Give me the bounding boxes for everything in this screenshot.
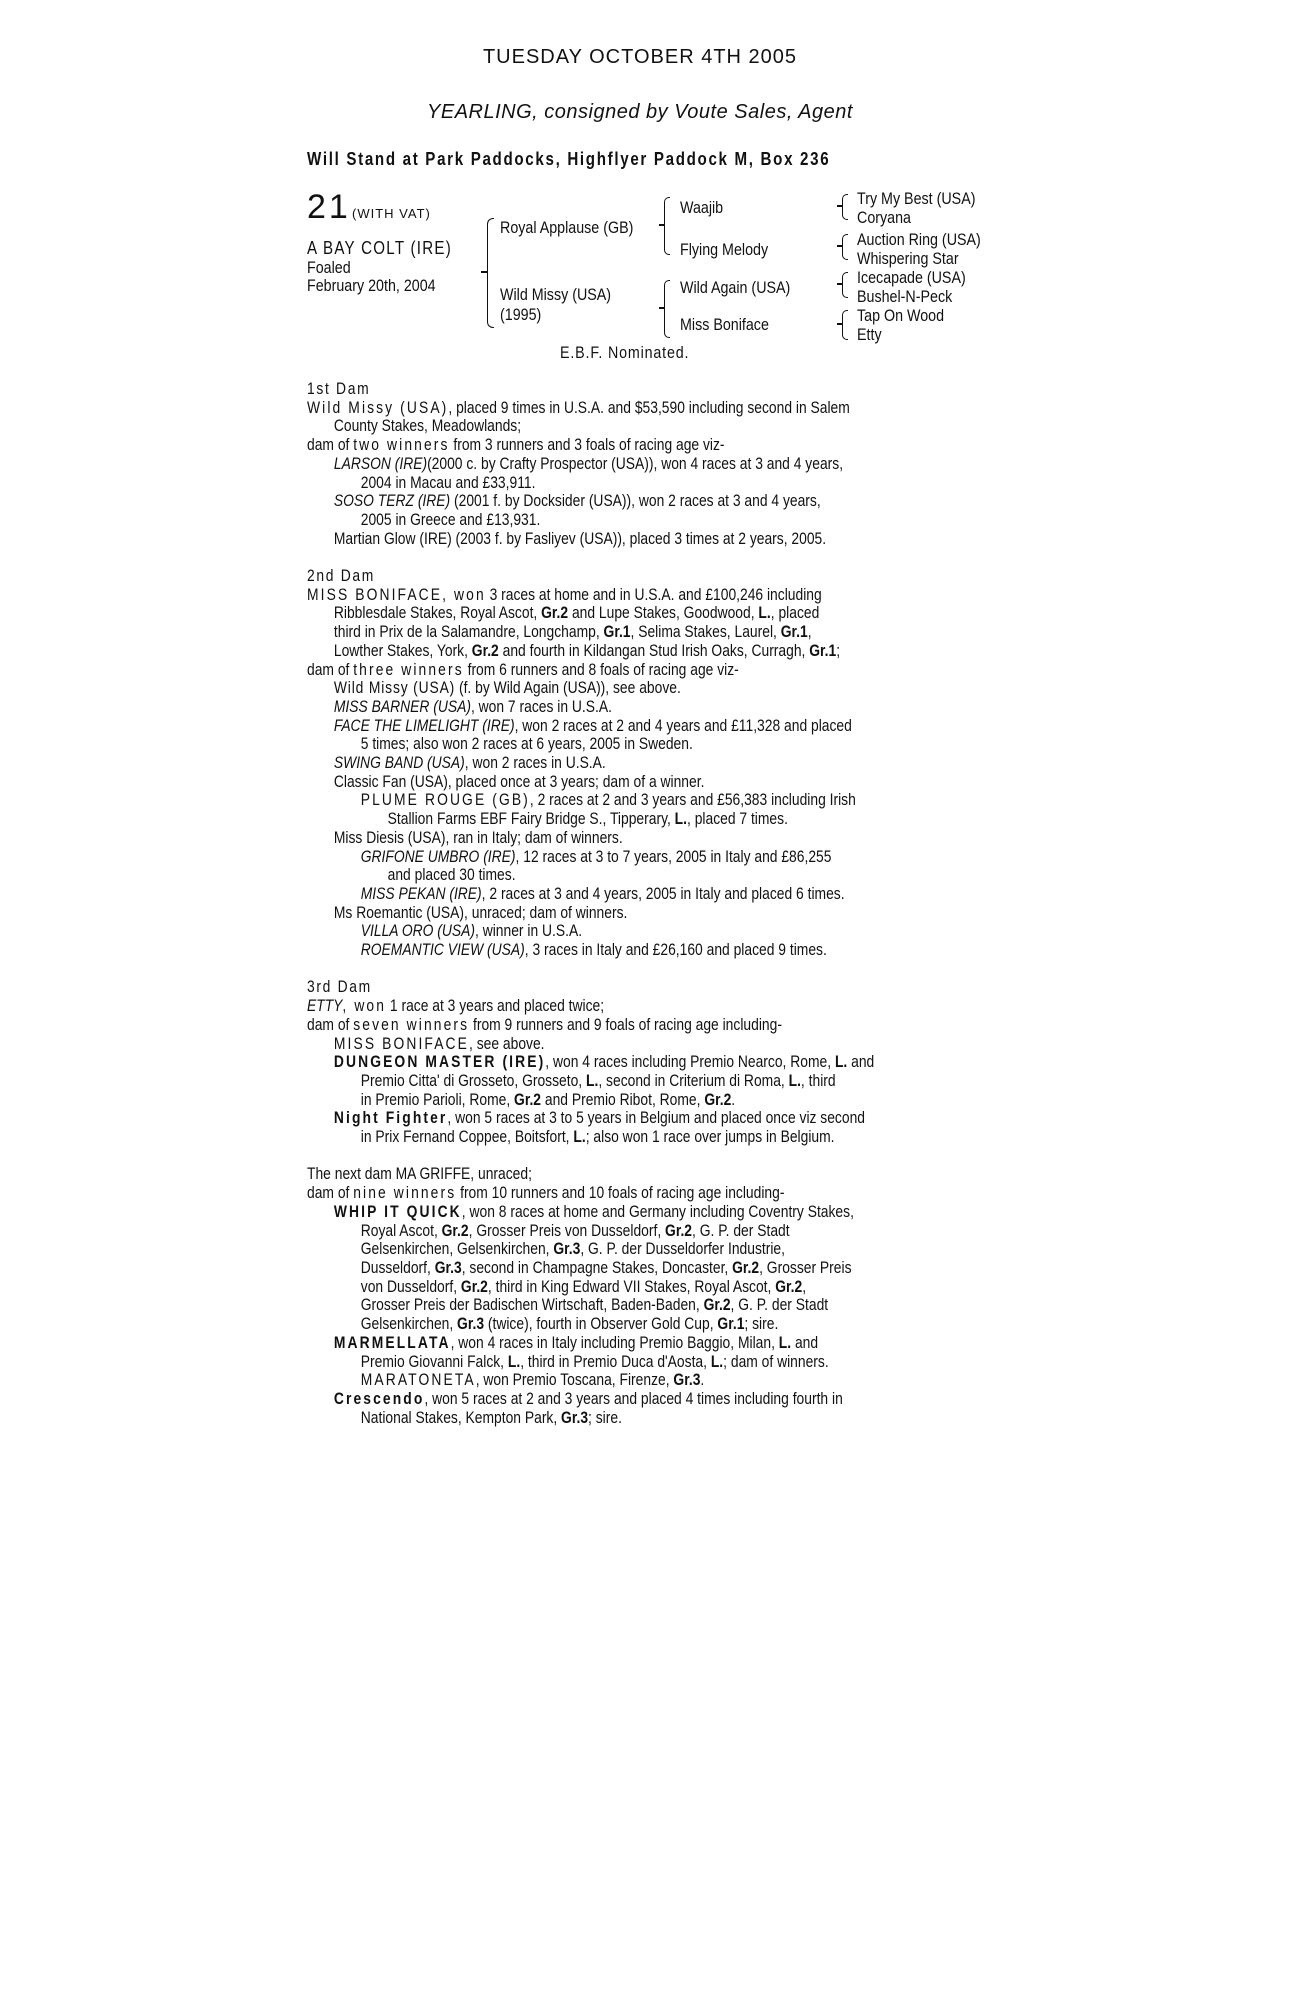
pedigree-dam-year: (1995) xyxy=(500,305,542,324)
pedigree-sire-sire: Waajib xyxy=(680,198,724,217)
pedigree-gen3-7: Tap On Wood xyxy=(857,306,945,325)
produce-whip-it-quick-7: Gelsenkirchen, Gr.3 (twice), fourth in Observer Gold Cup, Gr.1; sire. xyxy=(360,1315,779,1334)
produce-miss-boniface: MISS BONIFACE, see above. xyxy=(333,1034,545,1053)
produce-whip-it-quick-6: Grosser Preis der Badischen Wirtschaft, Baden-Baden, Gr.2, G. P. der Stadt xyxy=(360,1296,829,1315)
pedigree-dam-dam: Miss Boniface xyxy=(680,315,769,334)
produce-larson: LARSON (IRE)(2000 c. by Crafty Prospector (USA)), won 4 races at 3 and 4 years, xyxy=(333,454,844,473)
pedigree-sire-dam: Flying Melody xyxy=(680,240,769,259)
produce-whip-it-quick: WHIP IT QUICK, won 8 races at home and Germany including Coventry Stakes, xyxy=(333,1202,854,1221)
produce-miss-barner: MISS BARNER (USA), won 7 races in U.S.A. xyxy=(333,697,612,716)
next-dam-line: The next dam MA GRIFFE, unraced; xyxy=(307,1165,532,1184)
second-dam-line-2: Ribblesdale Stakes, Royal Ascot, Gr.2 and Lupe Stakes, Goodwood, L., placed xyxy=(333,604,820,623)
pedigree-gen3-1: Try My Best (USA) xyxy=(857,189,976,208)
produce-marmellata: MARMELLATA, won 4 races in Italy including Premio Baggio, Milan, L. and xyxy=(333,1333,819,1352)
pedigree-brace-g2 xyxy=(842,234,848,260)
produce-dungeon-master-cont-2: in Premio Parioli, Rome, Gr.2 and Premio Ribot, Rome, Gr.2. xyxy=(360,1090,736,1109)
produce-ms-roemantic: Ms Roemantic (USA), unraced; dam of winners. xyxy=(333,903,628,922)
produce-dungeon-master: DUNGEON MASTER (IRE), won 4 races including Premio Nearco, Rome, L. and xyxy=(333,1053,875,1072)
pedigree-brace-g4-tip xyxy=(837,323,843,325)
produce-soso-terz: SOSO TERZ (IRE) (2001 f. by Docksider (USA)), won 2 races at 3 and 4 years, xyxy=(333,492,821,511)
foaled-date: February 20th, 2004 xyxy=(307,276,436,295)
pedigree-gen3-5: Icecapade (USA) xyxy=(857,268,966,287)
produce-roemantic-view: ROEMANTIC VIEW (USA), 3 races in Italy and £26,160 and placed 9 times. xyxy=(360,941,827,960)
second-dam-line-3: third in Prix de la Salamandre, Longchamp, Gr.1, Selima Stakes, Laurel, Gr.1, xyxy=(333,623,812,642)
produce-night-fighter: Night Fighter, won 5 races at 3 to 5 years in Belgium and placed once viz second xyxy=(333,1109,865,1128)
pedigree-gen3-4: Whispering Star xyxy=(857,249,959,268)
foaled-label: Foaled xyxy=(307,258,351,277)
pedigree-gen3-6: Bushel-N-Peck xyxy=(857,287,953,306)
third-dam-heading: 3rd Dam xyxy=(307,978,372,997)
pedigree-brace-g2-tip xyxy=(837,245,843,247)
produce-whip-it-quick-4: Dusseldorf, Gr.3, second in Champagne Stakes, Doncaster, Gr.2, Grosser Preis xyxy=(360,1259,852,1277)
third-dam-line: ETTY, won 1 race at 3 years and placed twice; xyxy=(307,997,605,1016)
ebf-nominated: E.B.F. Nominated. xyxy=(560,343,690,362)
vat-note: (WITH VAT) xyxy=(352,206,431,221)
pedigree-brace-main xyxy=(487,218,494,328)
pedigree-brace-sire xyxy=(664,197,670,255)
produce-whip-it-quick-3: Gelsenkirchen, Gelsenkirchen, Gr.3, G. P. der Dusseldorfer Industrie, xyxy=(360,1240,785,1259)
pedigree-brace-g3-tip xyxy=(837,283,843,285)
produce-plume-rouge-cont: Stallion Farms EBF Fairy Bridge S., Tipperary, L., placed 7 times. xyxy=(387,810,788,829)
produce-miss-pekan: MISS PEKAN (IRE), 2 races at 3 and 4 years, 2005 in Italy and placed 6 times. xyxy=(360,884,845,903)
produce-face-the-limelight-cont: 5 times; also won 2 races at 6 years, 2005 in Sweden. xyxy=(360,735,693,754)
lot-description: A BAY COLT (IRE) xyxy=(307,238,453,258)
produce-martian-glow: Martian Glow (IRE) (2003 f. by Fasliyev (USA)), placed 3 times at 2 years, 2005. xyxy=(333,529,827,548)
produce-plume-rouge: PLUME ROUGE (GB), 2 races at 2 and 3 years and £56,383 including Irish xyxy=(360,791,856,810)
pedigree-brace-g4 xyxy=(842,310,848,340)
sale-date: TUESDAY OCTOBER 4TH 2005 xyxy=(482,46,798,68)
consignor-line: YEARLING, consigned by Voute Sales, Agent xyxy=(427,101,853,123)
pedigree-brace-sire-tip xyxy=(659,224,665,226)
produce-larson-cont: 2004 in Macau and £33,911. xyxy=(360,473,536,492)
pedigree-brace-dam-tip xyxy=(659,307,665,309)
second-dam-dam-of: dam of three winners from 6 runners and 8 foals of racing age viz- xyxy=(307,660,739,679)
catalogue-body xyxy=(307,380,1164,1427)
produce-classic-fan: Classic Fan (USA), placed once at 3 years; dam of a winner. xyxy=(333,772,705,791)
first-dam-dam-of: dam of two winners from 3 runners and 3 foals of racing age viz- xyxy=(307,436,725,455)
produce-marmellata-cont: Premio Giovanni Falck, L., third in Premio Duca d'Aosta, L.; dam of winners. xyxy=(360,1352,829,1371)
produce-swing-band: SWING BAND (USA), won 2 races in U.S.A. xyxy=(333,754,606,773)
produce-miss-diesis: Miss Diesis (USA), ran in Italy; dam of winners. xyxy=(333,828,623,847)
second-dam-line: MISS BONIFACE, won 3 races at home and in U.S.A. and £100,246 including xyxy=(307,585,822,604)
produce-whip-it-quick-2: Royal Ascot, Gr.2, Grosser Preis von Dusseldorf, Gr.2, G. P. der Stadt xyxy=(360,1221,790,1240)
first-dam-heading: 1st Dam xyxy=(307,380,371,398)
produce-grifone-umbro: GRIFONE UMBRO (IRE), 12 races at 3 to 7 years, 2005 in Italy and £86,255 xyxy=(360,847,832,866)
lot-number: 21 xyxy=(307,188,351,226)
pedigree-gen3-2: Coryana xyxy=(857,208,911,227)
produce-wild-missy: Wild Missy (USA) (f. by Wild Again (USA)), see above. xyxy=(333,679,681,698)
produce-night-fighter-cont: in Prix Fernand Coppee, Boitsfort, L.; also won 1 race over jumps in Belgium. xyxy=(360,1128,835,1147)
produce-villa-oro: VILLA ORO (USA), winner in U.S.A. xyxy=(360,922,583,941)
pedigree-gen3-8: Etty xyxy=(857,325,882,344)
next-dam-dam-of: dam of nine winners from 10 runners and 10 foals of racing age including- xyxy=(307,1184,785,1203)
pedigree-dam-sire: Wild Again (USA) xyxy=(680,278,791,297)
produce-face-the-limelight: FACE THE LIMELIGHT (IRE), won 2 races at 2 and 4 years and £11,328 and placed xyxy=(333,716,852,735)
second-dam-line-4: Lowther Stakes, York, Gr.2 and fourth in Kildangan Stud Irish Oaks, Curragh, Gr.1; xyxy=(333,641,841,660)
stand-location: Will Stand at Park Paddocks, Highflyer Paddock M, Box 236 xyxy=(307,149,831,169)
pedigree-brace-g1 xyxy=(842,194,848,220)
produce-dungeon-master-cont: Premio Citta' di Grosseto, Grosseto, L., second in Criterium di Roma, L., third xyxy=(360,1071,836,1090)
produce-maratoneta: MARATONETA, won Premio Toscana, Firenze, Gr.3. xyxy=(360,1371,705,1390)
produce-grifone-umbro-cont: and placed 30 times. xyxy=(387,866,516,885)
first-dam-name: Wild Missy (USA) xyxy=(307,398,449,417)
pedigree-dam: Wild Missy (USA) xyxy=(500,285,612,304)
pedigree-brace-main-tip xyxy=(481,271,487,273)
pedigree-brace-g1-tip xyxy=(837,205,843,207)
pedigree-brace-g3 xyxy=(842,272,848,298)
first-dam-line: Wild Missy (USA), placed 9 times in U.S.A. and $53,590 including second in Salem xyxy=(307,398,850,417)
produce-crescendo: Crescendo, won 5 races at 2 and 3 years and placed 4 times including fourth in xyxy=(333,1389,843,1408)
pedigree-brace-dam xyxy=(664,280,670,338)
third-dam-dam-of: dam of seven winners from 9 runners and 9 foals of racing age including- xyxy=(307,1015,782,1034)
pedigree-sire: Royal Applause (GB) xyxy=(500,218,634,237)
second-dam-heading: 2nd Dam xyxy=(307,567,376,586)
pedigree-gen3-3: Auction Ring (USA) xyxy=(857,230,981,249)
produce-soso-terz-cont: 2005 in Greece and £13,931. xyxy=(360,510,541,529)
produce-crescendo-cont: National Stakes, Kempton Park, Gr.3; sire. xyxy=(360,1408,622,1427)
produce-whip-it-quick-5: von Dusseldorf, Gr.2, third in King Edward VII Stakes, Royal Ascot, Gr.2, xyxy=(360,1277,807,1296)
first-dam-line-2: County Stakes, Meadowlands; xyxy=(333,417,522,436)
